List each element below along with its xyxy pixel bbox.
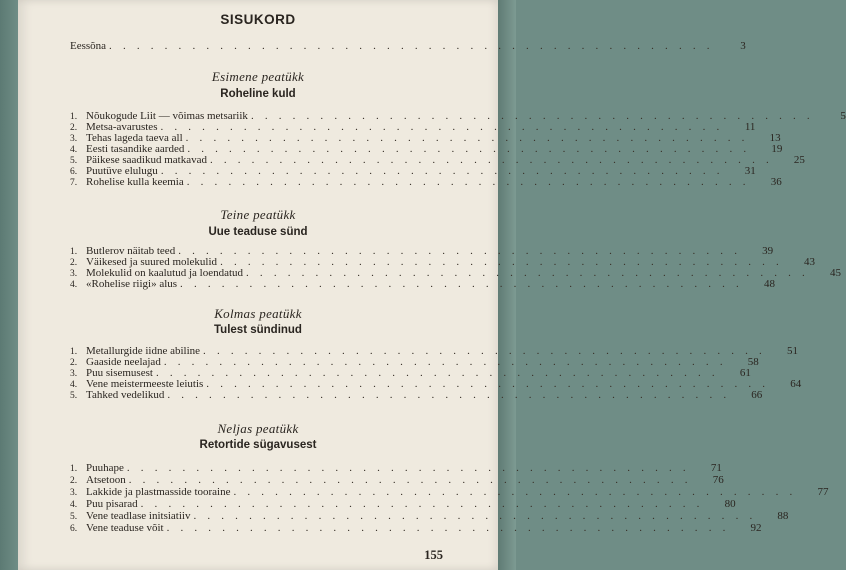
leader-dots: . . . . . . . . . . . . . . . . . . . . . . . . . . . . . . . . . . . . . . . . .: [155, 367, 719, 379]
leader-dots: . . . . . . . . . . . . . . . . . . . . . . . . . . . . . . . . . . . . . . . . .: [128, 474, 692, 486]
toc-entry-text: Puutüve elulugu: [86, 165, 158, 177]
toc-entry-number: 4.: [70, 145, 78, 155]
toc-entry-number: 4.: [70, 380, 78, 390]
toc-entry-text: Lakkide ja plastmasside tooraine: [86, 486, 231, 498]
chapter-label: Neljas peatükk: [217, 421, 299, 436]
leader-dots: . . . . . . . . . . . . . . . . . . . . . . . . . . . . . . . . . . . . . . . . .: [209, 154, 773, 166]
toc-entry-number: 6.: [70, 167, 78, 177]
leader-dots: . . . . . . . . . . . . . . . . . . . . . . . . . . . . . . . . . . . . . . . . .: [160, 121, 724, 133]
chapter-title: Uue teaduse sünd: [208, 226, 308, 238]
toc-entry-number: 5.: [70, 156, 78, 166]
toc-entry-page: 77: [817, 486, 829, 498]
toc-entry-number: 5.: [70, 391, 78, 401]
toc-entry-page: 76: [712, 474, 724, 486]
leader-dots: . . . . . . . . . . . . . . . . . . . . . . . . . . . . . . . . . . . . . . . . .: [178, 245, 742, 257]
toc-entry-number: 2.: [70, 258, 78, 268]
toc-entry-number: 3.: [70, 488, 78, 498]
leader-dots: . . . . . . . . . . . . . . . . . . . . . . . . . . . . . . . . . . . . . . . . .: [187, 143, 751, 155]
toc-entry-number: 2.: [70, 358, 78, 368]
toc-entry-page: 25: [793, 154, 805, 166]
toc-entry-text: Rohelise kulla keemia: [86, 176, 184, 188]
toc-entry-page: 45: [829, 267, 841, 279]
toc-entry-number: 4.: [70, 500, 78, 510]
toc-entry-number: 3.: [70, 134, 78, 144]
toc-entry-page: 64: [790, 378, 802, 390]
chapter-title: Tulest sündinud: [214, 324, 302, 336]
chapter-label: Esimene peatükk: [211, 69, 305, 84]
toc-entry-preface: [70, 40, 746, 54]
toc-entry-number: 2.: [70, 476, 78, 486]
page-title: SISUKORD: [220, 12, 296, 27]
toc-entry-page: 31: [744, 165, 756, 177]
toc-entry-page: 11: [744, 121, 756, 133]
toc-entry-text: Metallurgide iidne abiline: [86, 345, 201, 357]
toc-entry-text: Vene teaduse võit: [86, 522, 164, 534]
chapter-title: Retortide sügavusest: [199, 439, 317, 451]
leader-dots: . . . . . . . . . . . . . . . . . . . . . . . . . . . . . . . . . . . . . . . . .: [246, 267, 809, 279]
toc-entry: [70, 278, 775, 292]
toc-entry-number: 2.: [70, 123, 78, 133]
page-number: 155: [424, 548, 443, 562]
toc-entry-page: 61: [739, 367, 751, 379]
leader-dots: . . . . . . . . . . . . . . . . . . . . . . . . . . . . . . . . . . . . . . . . .: [185, 132, 749, 144]
toc-entry-page: 13: [769, 132, 781, 144]
toc-entry-page: 66: [751, 389, 763, 401]
chapter-label: Kolmas peatükk: [214, 306, 302, 321]
toc-entry-number: 6.: [70, 524, 78, 534]
leader-dots: . . . . . . . . . . . . . . . . . . . . . . . . . . . . . . . . . . . . . . . . .: [163, 356, 727, 368]
toc-entry-page: 48: [764, 278, 775, 290]
toc-entry: [70, 389, 763, 403]
toc-entry-page: 88: [777, 510, 789, 522]
toc-entry: [70, 176, 782, 190]
leader-dots: . . . . . . . . . . . . . . . . . . . . . . . . . . . . . . . . . . . . . . . . .: [193, 510, 757, 522]
toc-entry-text: Tahked vedelikud: [86, 389, 165, 401]
leader-dots: . . . . . . . . . . . . . . . . . . . . . . . . . . . . . . . . . . . . . . . . .: [166, 522, 730, 534]
toc-entry-text: Väikesed ja suured molekulid: [86, 256, 218, 268]
leader-dots: . . . . . . . . . . . . . . . . . . . . . . . . . . . . . . . . . . . . . . . . .: [250, 110, 814, 122]
toc-entry-text: Butlerov näitab teed: [86, 245, 176, 257]
leader-dots: . . . . . . . . . . . . . . . . . . . . . . . . . . . . . . . . . . . . . . . . .: [186, 176, 750, 188]
leader-dots: . . . . . . . . . . . . . . . . . . . . . . . . . . . . . . . . . . . . . . . . . . . .: [109, 40, 714, 52]
toc-entry-text: Eessõna: [70, 40, 107, 52]
toc-entry-text: Puu sisemusest: [86, 367, 153, 379]
toc-entry-number: 3.: [70, 269, 78, 279]
book-gutter: [0, 0, 18, 570]
toc-entry-page: 43: [804, 256, 816, 268]
toc-entry-text: Molekulid on kaalutud ja loendatud: [86, 267, 244, 279]
toc-entry-text: Tehas lageda taeva all: [86, 132, 183, 144]
toc-entry-number: 3.: [70, 369, 78, 379]
toc-entry-page: 36: [770, 176, 782, 188]
toc-entry-number: 7.: [70, 178, 78, 188]
toc-entry-text: Atsetoon: [86, 474, 126, 486]
toc-entry-text: Vene teadlase initsiatiiv: [86, 510, 191, 522]
toc-entry-page: 58: [747, 356, 759, 368]
toc-entry-page: 3: [740, 40, 746, 52]
toc-entry-page: 5: [840, 110, 846, 122]
toc-entry-text: Puu pisarad: [86, 498, 138, 510]
toc-entry-text: Eesti tasandike aarded: [86, 143, 185, 155]
toc-entry-page: 51: [787, 345, 798, 357]
toc-entry-text: «Rohelise riigi» alus: [86, 278, 178, 290]
leader-dots: . . . . . . . . . . . . . . . . . . . . . . . . . . . . . . . . . . . . . . . . .: [160, 165, 724, 177]
leader-dots: . . . . . . . . . . . . . . . . . . . . . . . . . . . . . . . . . . . . . . . . .: [126, 462, 690, 474]
toc-entry-number: 5.: [70, 512, 78, 522]
toc-entry-page: 19: [771, 143, 783, 155]
toc-entry-number: 1.: [70, 247, 78, 257]
leader-dots: . . . . . . . . . . . . . . . . . . . . . . . . . . . . . . . . . . . . . . . . .: [220, 256, 784, 268]
toc-entry-page: 80: [724, 498, 736, 510]
toc-entry-page: 92: [750, 522, 762, 534]
toc-entry-text: Vene meistermeeste leiutis: [86, 378, 204, 390]
leader-dots: . . . . . . . . . . . . . . . . . . . . . . . . . . . . . . . . . . . . . . . . .: [206, 378, 770, 390]
chapter-label: Teine peatükk: [220, 207, 296, 222]
toc-entry-number: 1.: [70, 347, 78, 357]
leader-dots: . . . . . . . . . . . . . . . . . . . . . . . . . . . . . . . . . . . . . . . . .: [203, 345, 766, 357]
leader-dots: . . . . . . . . . . . . . . . . . . . . . . . . . . . . . . . . . . . . . . . . .: [140, 498, 704, 510]
leader-dots: . . . . . . . . . . . . . . . . . . . . . . . . . . . . . . . . . . . . . . . . .: [180, 278, 743, 290]
toc-entry-text: Päikese saadikud matkavad: [86, 154, 207, 166]
toc-entry-number: 1.: [70, 112, 78, 122]
toc-entry-text: Metsa-avarustes: [86, 121, 158, 133]
toc-entry-page: 39: [762, 245, 774, 257]
toc-entry-page: 71: [710, 462, 722, 474]
leader-dots: . . . . . . . . . . . . . . . . . . . . . . . . . . . . . . . . . . . . . . . . .: [167, 389, 731, 401]
toc-entry-text: Nõukogude Liit — võimas metsariik: [86, 110, 248, 122]
toc-entry-number: 4.: [70, 280, 78, 290]
toc-entry-text: Puuhape: [86, 462, 124, 474]
toc-entry-text: Gaaside neelajad: [86, 356, 161, 368]
toc-entry: [70, 522, 762, 536]
toc-entry-number: 1.: [70, 464, 78, 474]
chapter-title: Roheline kuld: [220, 88, 296, 100]
leader-dots: . . . . . . . . . . . . . . . . . . . . . . . . . . . . . . . . . . . . . . . . .: [233, 486, 797, 498]
